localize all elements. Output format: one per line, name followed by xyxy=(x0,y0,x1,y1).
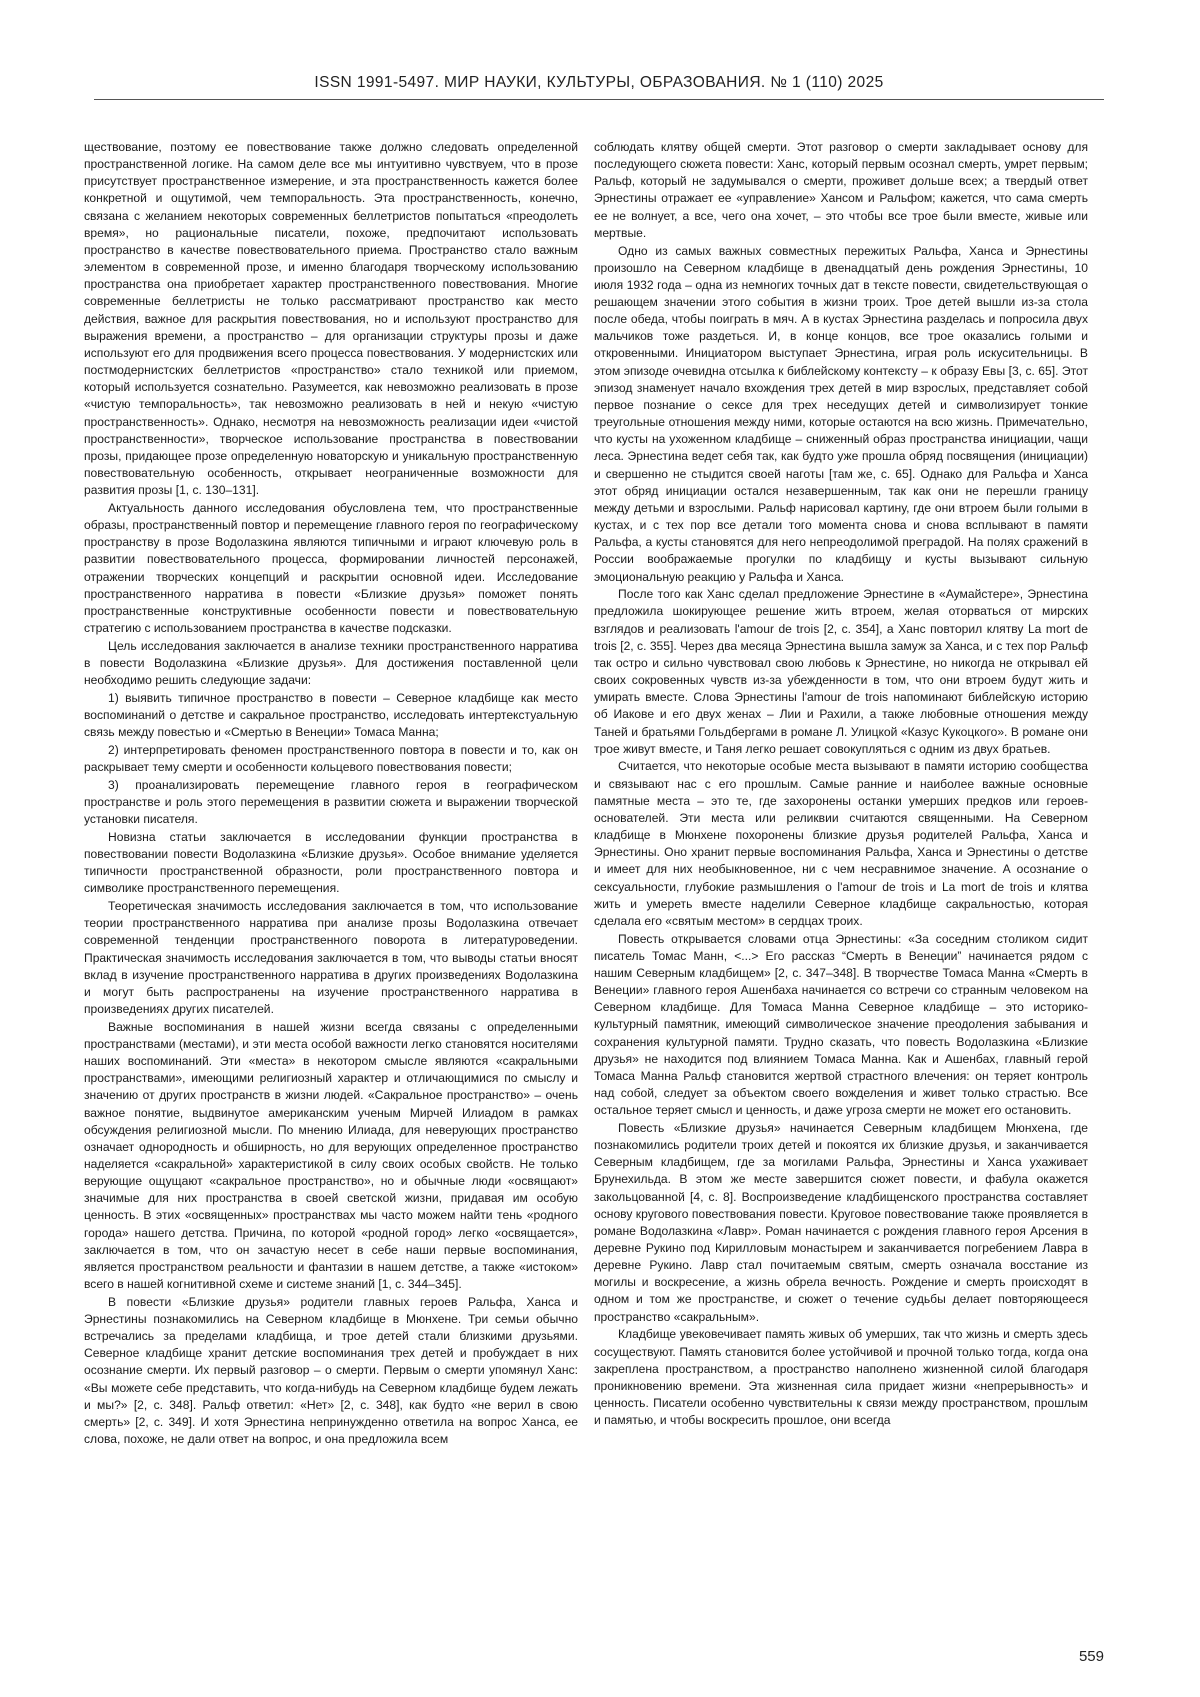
paragraph: Цель исследования заключается в анализе техники пространственного нарратива в повести Водолазкина «Близкие друзья». Для достижения поставленной цели необходимо решить следующие задачи: xyxy=(84,638,578,688)
task-item: 1) выявить типичное пространство в повести – Северное кладбище как место воспоминаний о детстве и сакральное пространство, исследовать интертекстуальную связь между повестью и «Смертью в Венеции» Томаса Манна; xyxy=(84,690,578,740)
paragraph: Повесть открывается словами отца Эрнестины: «За соседним столиком сидит писатель Томас Манн, <...> Его рассказ “Смерть в Венеции” начинается рядом с нашим Северным кладбищем» [2, с. 347–348]. В творчестве Томаса Манна «Смерть в Венеции» главного героя Ашенбаха начинается со встречи со странным человеком на Северном кладбище. Для Томаса Манна Северное кладбище – это историко-культурный памятник, имеющий символическое значение преодоления забывания и сохранения культурной памяти. Трудно сказать, что повесть Водолазкина «Близкие друзья» не находится под влиянием Томаса Манна. Как и Ашенбах, главный герой Томаса Манна Ральф становится жертвой страстного влечения: он теряет контроль над собой, следует за объектом своего вожделения и живет только страстью. Все остальное теряет смысл и ценность, и даже угроза смерти не может его остановить. xyxy=(594,931,1088,1118)
paragraph: ществование, поэтому ее повествование также должно следовать определенной пространственной логике. На самом деле все мы интуитивно чувствуем, что в прозе присутствует пространственное измерение, и эта пространственность кажется более конкретной и ощутимой, чем темпоральность. Эта пространственность, конечно, связана с желанием некоторых современных беллетристов попытаться «преодолеть время», но рациональные писатели, похоже, предпочитают использовать пространство в качестве повествовательного приема. Пространство стало важным элементом в современной прозе, и именно благодаря творческому использованию пространства она приобретает характер пространственного повествования. Многие современные беллетристы не только рассматривают пространство как место действия, важное для раскрытия повествования, но и используют пространство для выражения времени, а пространство – для организации структуры прозы и даже используют его для продвижения всего процесса повествования. У модернистских или постмодернистских беллетристов «пространство» стало техникой или приемом, который используется сознательно. Разумеется, как невозможно реализовать в прозе «чистую темпоральность», так невозможно реализовать в ней и некую «чистую пространственность». Однако, несмотря на невозможность реализации идеи «чистой пространственности», творческое использование пространства в повествовании прозы, придающее прозе определенную новаторскую и уникальную пространственную повествовательную особенность, открывает неограниченные возможности для развития прозы [1, с. 130–131]. xyxy=(84,140,578,498)
paragraph: Кладбище увековечивает память живых об умерших, так что жизнь и смерть здесь сосуществуют. Память становится более устойчивой и прочной только тогда, когда она закреплена пространством, а пространство наполнено жизненной силой благодаря проникновению времени. Эта жизненная сила придает жизни «непрерывность» и ценность. Писатели особенно чувствительны к связи между пространством, прошлым и памятью, и чтобы воскресить прошлое, они всегда xyxy=(594,1327,1088,1428)
paragraph: Важные воспоминания в нашей жизни всегда связаны с определенными пространствами (местами), и эти места особой важности легко становятся носителями наших воспоминаний. Эти «места» в некотором смысле являются «сакральными пространствами», имеющими религиозный характер и отличающимися по смыслу и значению от других пространств в жизни людей. «Сакральное пространство» – очень важное понятие, выдвинутое американским ученым Мирчей Илиадом в рамках обсуждения религиозной мысли. По мнению Илиада, для неверующих пространство означает однородность и обширность, но для верующих определенное пространство наделяется «сакральной» характеристикой в силу своих особых свойств. Не только верующие ощущают «сакральное пространство», но и обычные люди «освящают» значимые для них пространства в своей светской жизни, придавая им особую ценность. В этих «освященных» пространствах мы часто можем найти тень «родного города» нашего детства. Причина, по которой «родной город» легко «освящается», заключается в том, что он зачастую несет в себе наши первые воспоминания, является пространством реальности и фантазии в нашем детстве, а также «истоком» всего в нашей когнитивной схеме и системе знаний [1, с. 344–345]. xyxy=(84,1019,578,1292)
page-number: 559 xyxy=(1078,1648,1104,1665)
paragraph: Повесть «Близкие друзья» начинается Северным кладбищем Мюнхена, где познакомились родители троих детей и покоятся их близкие друзья, и заканчивается Северным кладбищем, где за могилами Ральфа, Эрнестины и Ханса ухаживает Брунехильда. В этом же месте завершится сюжет повести, и фабула окажется закольцованной [4, с. 8]. Воспроизведение кладбищенского пространства составляет основу кругового повествования повести. Круговое повествование также проявляется в романе Водолазкина «Лавр». Роман начинается с рождения главного героя Арсения в деревне Рукино под Кирилловым монастырем и заканчивается погребением Лавра в деревне Рукино. Лавр стал почитаемым святым, смерть означала восстание из могилы и воскресение, а жизнь обрела вечность. Рождение и смерть происходят в одном и том же пространстве, и сюжет о течение судьбы делает повторяющееся пространство «сакральным». xyxy=(594,1120,1088,1324)
paragraph: Новизна статьи заключается в исследовании функции пространства в повествовании повести Водолазкина «Близкие друзья». Особое внимание уделяется типичности пространственной образности, роли пространственного повтора и символике пространственного перемещения. xyxy=(84,829,578,896)
task-item: 2) интерпретировать феномен пространственного повтора в повести и то, как он раскрывает тему смерти и особенности кольцевого повествования повести; xyxy=(84,742,578,774)
task-item: 3) проанализировать перемещение главного героя в географическом пространстве и роль этого перемещения в развитии сюжета и выражении творческой установки писателя. xyxy=(84,777,578,827)
paragraph: После того как Ханс сделал предложение Эрнестине в «Аумайстере», Эрнестина предложила шокирующее решение жить втроем, желая оторваться от мирских взглядов и реализовать l'amour de trois [2, с. 354], а Ханс повторил клятву La mort de trois [2, с. 355]. Через два месяца Эрнестина вышла замуж за Ханса, и с тех пор Ральф так остро и сильно чувствовал свою любовь к Эрнестине, но никогда не открывал ей своих сокровенных чувств из-за убежденности в том, что они втроем будут жить и умирать вместе. Слова Эрнестины l'amour de trois напоминают библейскую историю об Иакове и его двух женах – Лии и Рахили, а также любовные отношения между Таней и братьями Гольдбергами в романе Л. Улицкой «Казус Кукоцкого». В романе они трое живут вместе, и Таня легко решает совокупляться с одним из двух братьев. xyxy=(594,587,1088,756)
right-column xyxy=(594,139,1088,1430)
paragraph: Одно из самых важных совместных пережитых Ральфа, Ханса и Эрнестины произошло на Северном кладбище в двенадцатый день рождения Эрнестины, 10 июля 1932 года – одна из немногих точных дат в тексте повести, свидетельствующая о решающем значении этого события в жизни троих. Трое детей вышли из-за стола после обеда, чтобы поиграть в мяч. А в кустах Эрнестина разделась и попросила двух мальчиков тоже раздеться. И, в конце концов, все трое оказались голыми и откровенными. Инициатором выступает Эрнестина, играя роль искусительницы. В этом эпизоде очевидна отсылка к библейскому контексту – к образу Евы [3, с. 65]. Этот эпизод знаменует начало вхождения трех детей в мир взрослых, представляет собой первое познание о сексе для трех неседущих детей и символизирует тонкие треугольные отношения между ними, которые остаются на всю жизнь. Примечательно, что кусты на ухоженном кладбище – сниженный образ пространства инициации, чащи леса. Эрнестина ведет себя так, как будто уже прошла обряд посвящения (инициации) и свершенно не стыдится своей наготы [там же, с. 65]. Однако для Ральфа и Ханса этот обряд инициации остался незавершенным, так как они не перешли границу между детьми и взрослыми. Ральф нарисовал картину, где они втроем были голыми в кустах, и с тех пор все детали того момента снова и снова всплывают в памяти Ральфа, а кусты становятся для него непреодолимой преградой. На полях сражений в России воображаемые прогулки по кладбищу и кусты вызывают сильную эмоциональную реакцию у Ральфа и Ханса. xyxy=(594,243,1088,584)
left-column xyxy=(84,139,578,1449)
paragraph: Актуальность данного исследования обусловлена тем, что пространственные образы, пространственный повтор и перемещение главного героя по географическому пространству в прозе Водолазкина являются типичными и играют ключевую роль в развитии повествовательного процесса, формировании личностей персонажей, отражении творческих концепций и раскрытии основной идеи. Исследование пространственного нарратива в повести «Близкие друзья» поможет понять пространственные конструктивные особенности повести и повествовательную стратегию с использованием пространства в качестве подсказки. xyxy=(84,500,578,635)
paragraph: В повести «Близкие друзья» родители главных героев Ральфа, Ханса и Эрнестины познакомились на Северном кладбище в Мюнхене. Три семьи обычно встречались за пределами кладбища, и трое детей стали близкими друзьями. Северное кладбище хранит детские воспоминания трех детей и пробуждает в них осознание смерти. Их первый разговор – о смерти. Первым о смерти упомянул Ханс: «Вы можете себе представить, что когда-нибудь на Северном кладбище будем лежать и мы?» [2, с. 348]. Ральф ответил: «Нет» [2, с. 348], как будто «не верил в свою смерть» [2, с. 349]. И хотя Эрнестина непринужденно ответила на вопрос Ханса, ее слова, похоже, не дали ответ на вопрос, и она предложила всем xyxy=(84,1294,578,1447)
journal-header: ISSN 1991-5497. МИР НАУКИ, КУЛЬТУРЫ, ОБРАЗОВАНИЯ. № 1 (110) 2025 xyxy=(314,74,884,91)
paragraph: Считается, что некоторые особые места вызывают в памяти историю сообщества и связывают нас с его прошлым. Самые ранние и наиболее важные основные памятные места – это те, где захоронены останки умерших предков или героев-основателей. Эти места или реликвии считаются священными. На Северном кладбище в Мюнхене похоронены близкие друзья родителей Ральфа, Ханса и Эрнестины. Оно хранит первые воспоминания Ральфа, Ханса и Эрнестины о детстве и имеет для них необыкновенное, ни с чем несравнимое значение. А осознание о сексуальности, глубокие размышления о l'amour de trois и La mort de trois и клятва жить и умереть вместе наделили Северное кладбище сакральностью, которая сделала его «святым местом» в сердцах троих. xyxy=(594,759,1088,928)
header-rule xyxy=(94,99,1104,100)
paragraph: соблюдать клятву общей смерти. Этот разговор о смерти закладывает основу для последующего сюжета повести: Ханс, который первым осознал смерть, умрет первым; Ральф, который не задумывался о смерти, проживет дольше всех; а твердый ответ Эрнестины отражает ее «управление» Хансом и Ральфом; кажется, что сама смерть ее не волнует, а все, чего она хочет, – это чтобы все трое были вместе, живые или мертвые. xyxy=(594,140,1088,240)
paragraph: Теоретическая значимость исследования заключается в том, что использование теории пространственного нарратива при анализе прозы Водолазкина отвечает современной тенденции пространственного поворота в литературоведении. Практическая значимость исследования заключается в том, что выводы статьи вносят вклад в изучение пространственного нарратива в других произведениях Водолазкина и могут быть распространены на изучение пространственного нарратива в произведениях других писателей. xyxy=(84,899,578,1016)
